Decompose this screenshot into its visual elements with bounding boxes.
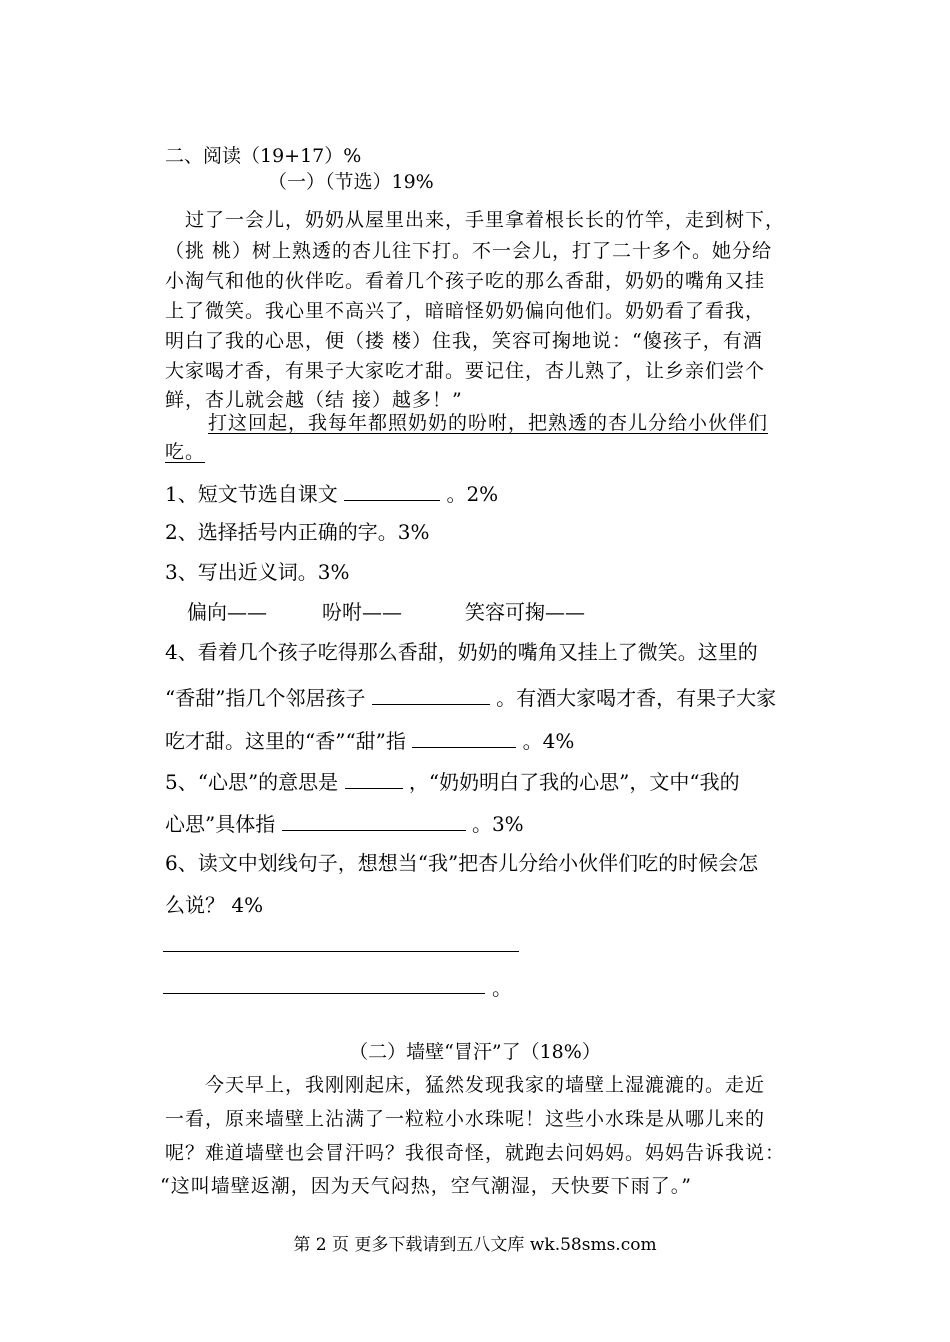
underlined-sentence-end: 吃。 <box>165 441 206 463</box>
answer-line[interactable] <box>163 993 485 994</box>
answer-blank[interactable] <box>344 480 440 501</box>
page-footer: 第 2 页 更多下载请到五八文库 wk.58sms.com <box>293 1235 657 1255</box>
question-5: 5、“心思”的意思是 ，“奶奶明白了我的心思”，文中“我的 <box>165 770 740 794</box>
answer-line[interactable] <box>163 951 519 952</box>
passage-line: 呢？难道墙壁也会冒汗吗？我很奇怪，就跑去问妈妈。妈妈告诉我说： <box>165 1142 786 1164</box>
answer-blank[interactable] <box>282 810 466 831</box>
question-5-line2: 心思”具体指 。3% <box>165 812 524 836</box>
part1-heading: （一）（节选）19% <box>268 171 434 193</box>
question-4: 4、看着几个孩子吃得那么香甜，奶奶的嘴角又挂上了微笑。这里的 <box>165 640 758 664</box>
passage-line: 小淘气和他的伙伴吃。看着几个孩子吃的那么香甜，奶奶的嘴角又挂 <box>165 270 766 292</box>
passage-line: 过了一会儿，奶奶从屋里出来，手里拿着根长长的竹竿，走到树下， <box>165 209 786 231</box>
question-6-line2: 么说？ 4% <box>165 893 264 917</box>
section-title: 二、阅读（19+17）% <box>165 145 362 167</box>
synonym-word: 笑容可掬—— <box>465 600 585 624</box>
passage-line: 今天早上，我刚刚起床，猛然发现我家的墙壁上湿漉漉的。走近 <box>165 1074 766 1096</box>
question-6: 6、读文中划线句子，想想当“我”把杏儿分给小伙伴们吃的时候会怎 <box>165 851 759 875</box>
part2-heading: （二）墙壁“冒汗”了（18%） <box>349 1041 601 1063</box>
passage-line: 大家喝才香，有果子大家吃才甜。要记住，杏儿熟了，让乡亲们尝个 <box>165 360 766 382</box>
passage-line: 一看，原来墙壁上沾满了一粒粒小水珠呢！这些小水珠是从哪儿来的 <box>165 1108 766 1130</box>
question-4-line2: “香甜”指几个邻居孩子 。有酒大家喝才香，有果子大家 <box>165 686 777 710</box>
question-4-line3: 吃才甜。这里的“香”“甜”指 。4% <box>165 729 575 753</box>
passage-line: 上了微笑。我心里不高兴了，暗暗怪奶奶偏向他们。奶奶看了看我， <box>165 300 766 322</box>
passage-line: 鲜，杏儿就会越（结 接）越多！” <box>165 389 463 411</box>
passage-line: （挑 桃）树上熟透的杏儿往下打。不一会儿，打了二十多个。她分给 <box>165 240 773 262</box>
synonym-word: 吩咐—— <box>322 600 402 624</box>
answer-blank[interactable] <box>345 768 403 789</box>
passage-line: “这叫墙壁返潮，因为天气闷热，空气潮湿，天快要下雨了。” <box>160 1175 692 1197</box>
answer-end-mark: 。 <box>492 976 512 1000</box>
underlined-sentence: 打这回起，我每年都照奶奶的吩咐，把熟透的杏儿分给小伙伴们 <box>208 412 769 434</box>
answer-blank[interactable] <box>412 727 516 748</box>
question-2: 2、选择括号内正确的字。3% <box>165 520 430 544</box>
question-1: 1、短文节选自课文 。2% <box>165 482 499 506</box>
passage-line: 明白了我的心思，便（搂 楼）住我，笑容可掬地说：“傻孩子，有酒 <box>165 330 763 352</box>
question-3: 3、写出近义词。3% <box>165 560 350 584</box>
synonym-word: 偏向—— <box>187 600 267 624</box>
answer-blank[interactable] <box>372 684 490 705</box>
